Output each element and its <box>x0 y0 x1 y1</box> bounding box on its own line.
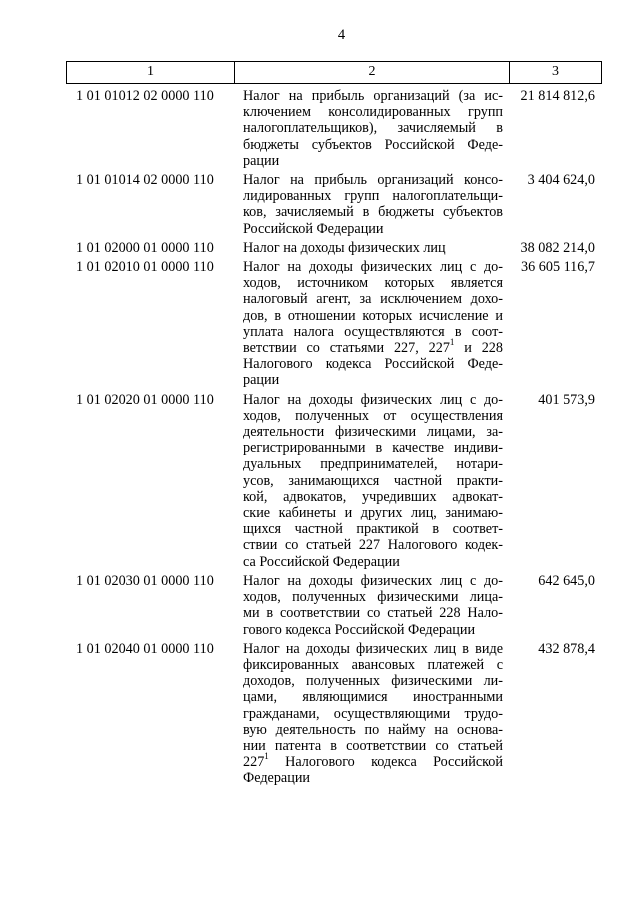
text-line: Налог на доходы физических лиц с до- <box>243 259 503 276</box>
text-line: щихся частной практикой в соответ- <box>243 521 503 538</box>
table-header <box>66 61 602 84</box>
text-line: ков, зачисляемый в бюджеты субъектов <box>243 204 503 221</box>
text-line: фиксированных авансовых платежей с <box>243 656 503 673</box>
text-line: Налог на прибыль организаций (за ис- <box>243 88 503 104</box>
table-row <box>0 172 640 237</box>
text-line: цами, являющимися иностранными <box>243 689 503 706</box>
table-row <box>0 573 640 638</box>
text-line: налоговый агент, за исключением дохо- <box>243 291 503 308</box>
table-body <box>0 88 640 790</box>
text-line: рации <box>243 152 280 169</box>
text-line: са Российской Федерации <box>243 553 400 570</box>
text-line: Федерации <box>243 770 311 787</box>
text-line: Налог на доходы физических лиц с до- <box>243 391 503 408</box>
amount-value: 21 814 812,6 <box>520 88 595 104</box>
text-line: гражданами, осуществляющими трудо- <box>243 705 503 722</box>
text-line: дов, в отношении которых исчисление и <box>243 307 503 324</box>
revenue-code: 1 01 02000 01 0000 110 <box>76 239 214 256</box>
table-row <box>0 641 640 787</box>
text-line: дуальных предпринимателей, нотари- <box>243 456 503 473</box>
text-line: нии патента в соответствии со статьей <box>243 737 503 754</box>
text-line: ми в соответствии со статьей 228 Нало- <box>243 605 503 622</box>
text-line: доходов, полученных физическими ли- <box>243 673 503 690</box>
text-fragment: Налогового кодекса Российской <box>268 754 503 771</box>
revenue-name <box>243 573 503 638</box>
text-fragment: 227 <box>243 754 265 771</box>
text-line: Налог на доходы физических лиц в виде <box>243 640 503 657</box>
amount-value: 3 404 624,0 <box>527 172 595 189</box>
text-fragment: и 228 <box>454 340 503 357</box>
revenue-code: 1 01 02010 01 0000 110 <box>76 259 214 276</box>
text-line: регистрированными в качестве индиви- <box>243 440 503 457</box>
revenue-code: 1 01 02020 01 0000 110 <box>76 391 214 408</box>
amount-value: 432 878,4 <box>538 640 595 657</box>
text-line: налогоплательщиков), зачисляемый в <box>243 120 503 137</box>
superscript: 1 <box>264 751 269 762</box>
revenue-name <box>243 392 503 570</box>
text-line: Налог на прибыль организаций консо- <box>243 172 503 189</box>
text-line: Налогового кодекса Российской Феде- <box>243 356 503 373</box>
table-row <box>0 392 640 570</box>
table-row <box>0 240 640 256</box>
text-line: вую деятельность по найму на основа- <box>243 721 503 738</box>
text-line: уплата налога осуществляются в соот- <box>243 323 503 340</box>
amount-value: 401 573,9 <box>538 391 595 408</box>
text-line <box>243 337 503 357</box>
text-line <box>243 751 503 771</box>
revenue-code: 1 01 02040 01 0000 110 <box>76 640 214 657</box>
text-line: кой, адвокатов, учредивших адвокат- <box>243 488 503 505</box>
text-line: ходов, полученных от осуществления <box>243 407 503 424</box>
revenue-code: 1 01 01012 02 0000 110 <box>76 88 214 104</box>
text-line: лидированных групп налогоплательщи- <box>243 188 503 205</box>
revenue-code: 1 01 02030 01 0000 110 <box>76 572 214 589</box>
amount-value: 38 082 214,0 <box>520 239 595 256</box>
text-line: гового кодекса Российской Федерации <box>243 621 476 638</box>
text-line: Налог на доходы физических лиц с до- <box>243 572 503 589</box>
page-number: 4 <box>337 27 346 43</box>
revenue-name <box>243 88 503 169</box>
text-line: усов, занимающихся частной практи- <box>243 472 503 489</box>
text-fragment: ветствии со статьями 227, 227 <box>243 340 450 357</box>
text-line: ключением консолидированных групп <box>243 104 503 121</box>
text-line: ходов, полученных физическими лица- <box>243 589 503 606</box>
revenue-name <box>243 641 503 787</box>
text-line: Налог на доходы физических лиц <box>243 239 446 256</box>
text-line: рации <box>243 372 280 389</box>
text-line: Российской Федерации <box>243 220 384 237</box>
table-row <box>0 88 640 169</box>
column-header-code: 1 <box>67 62 235 84</box>
revenue-name <box>243 240 503 256</box>
text-line: бюджеты субъектов Российской Феде- <box>243 136 503 153</box>
revenue-name <box>243 259 503 389</box>
text-line: ствии со статьей 227 Налогового кодек- <box>243 537 503 554</box>
text-line: деятельности физическими лицами, за- <box>243 424 503 441</box>
text-line: ходов, источником которых является <box>243 275 503 292</box>
superscript: 1 <box>449 337 455 348</box>
column-header-amount: 3 <box>510 62 602 84</box>
table-row <box>0 259 640 389</box>
amount-value: 642 645,0 <box>538 572 595 589</box>
revenue-name <box>243 172 503 237</box>
text-line: ские кабинеты и других лиц, занимаю- <box>243 505 503 522</box>
amount-value: 36 605 116,7 <box>521 259 595 276</box>
revenue-code: 1 01 01014 02 0000 110 <box>76 172 214 189</box>
column-header-name: 2 <box>235 62 510 84</box>
